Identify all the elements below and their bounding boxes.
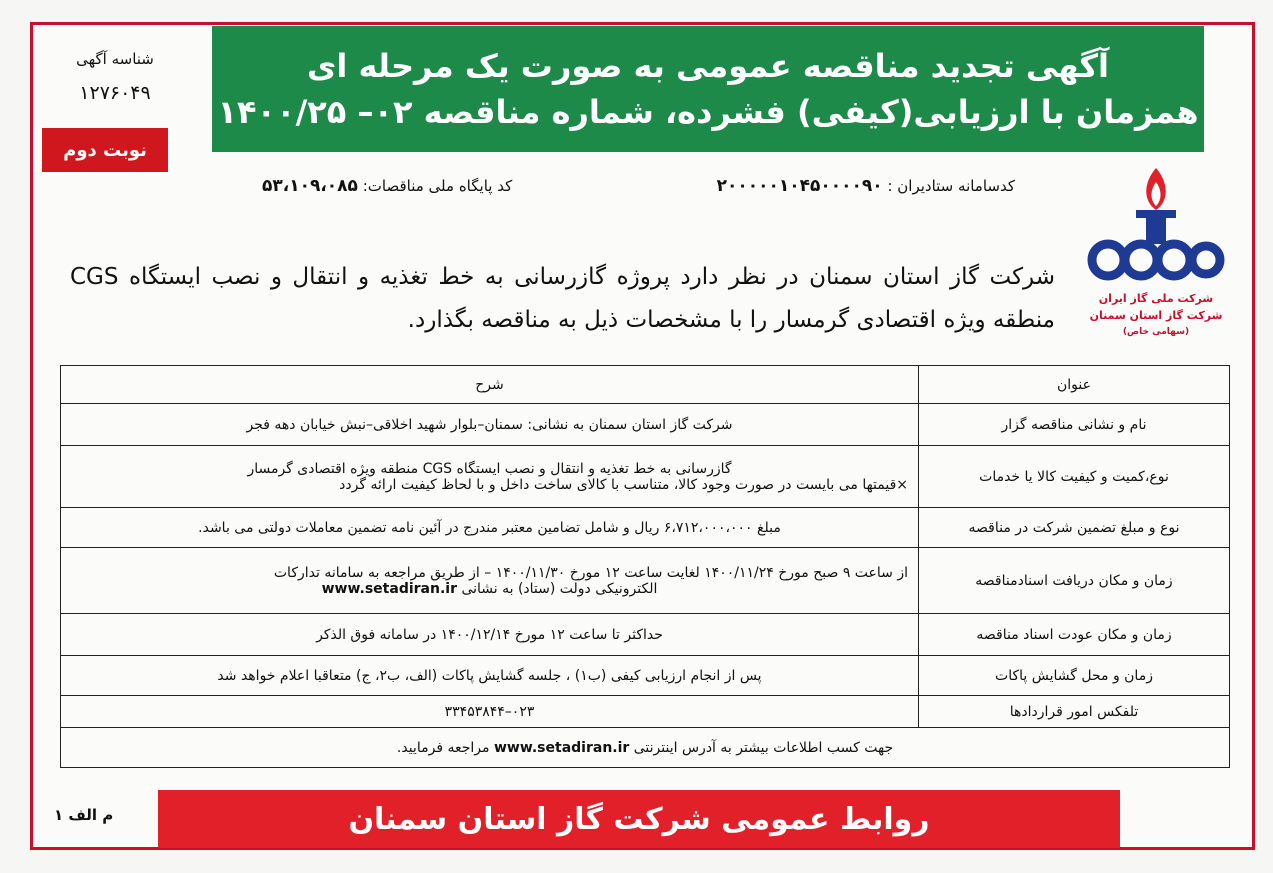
row-label: زمان و محل گشایش پاکات: [919, 656, 1230, 696]
row-value: ۰۲۳–۳۳۴۵۳۸۴۴: [61, 696, 919, 728]
setad-code-label: کدسامانه ستادیران :: [887, 177, 1015, 195]
footer-before: جهت کسب اطلاعات بیشتر به آدرس اینترنتی: [633, 739, 894, 756]
row-label: نام و نشانی مناقصه گزار: [919, 404, 1230, 446]
table-row: [61, 548, 1230, 614]
table-footer-row: [61, 728, 1230, 768]
row-label: زمان و مکان عودت اسناد مناقصه: [919, 614, 1230, 656]
logo-line-2: شرکت گاز استان سمنان: [1089, 309, 1223, 322]
table-footer: [61, 728, 1230, 768]
table-row: [61, 614, 1230, 656]
row-label: نوع،کمیت و کیفیت کالا یا خدمات: [919, 446, 1230, 508]
header-description: شرح: [61, 366, 919, 404]
table-row: [61, 656, 1230, 696]
logo-line-3: (سهامی خاص): [1122, 327, 1190, 337]
table-row: [61, 404, 1230, 446]
national-code-label: کد پایگاه ملی مناقصات:: [362, 177, 513, 195]
ad-id-label: شناسه آگهی: [76, 50, 154, 68]
row-value-line-2: ×قیمتها می بایست در صورت وجود کالا، متناسب با کالای ساخت داخل و با لحاظ کیفیت ارائه گردد: [339, 476, 908, 493]
table-row: [61, 696, 1230, 728]
table-row: [61, 446, 1230, 508]
footer-code: م الف ۱: [54, 806, 114, 824]
table-header-row: [61, 366, 1230, 404]
row-label: تلفکس امور قراردادها: [919, 696, 1230, 728]
tender-table: [60, 365, 1230, 768]
setadiran-link[interactable]: www.setadiran.ir: [321, 580, 457, 597]
row-value-line-2-text: الکترونیکی دولت (ستاد) به نشانی: [461, 580, 658, 597]
title-line-2: همزمان با ارزیابی(کیفی) فشرده، شماره مناقصه ۰۲– ۱۴۰۰/۲۵: [217, 93, 1199, 131]
setad-code-value: ۲۰۰۰۰۰۱۰۴۵۰۰۰۰۹۰: [716, 176, 883, 196]
title-line-1: آگهی تجدید مناقصه عمومی به صورت یک مرحله ای: [307, 47, 1109, 85]
row-value-line-1: از ساعت ۹ صبح مورخ ۱۴۰۰/۱۱/۲۴ لغایت ساعت ۱۲ مورخ ۱۴۰۰/۱۱/۳۰ – از طریق مراجعه به سامانه تدارکات: [273, 564, 908, 581]
footer-after: مراجعه فرمایید.: [396, 739, 490, 756]
logo-caption: [1086, 290, 1226, 341]
national-code: [262, 176, 512, 196]
row-value: پس از انجام ارزیابی کیفی (ب۱) ، جلسه گشایش پاکات (الف، ب۲، ج) متعاقبا اعلام خواهد شد: [61, 656, 919, 696]
row-value-line-1: گازرسانی به خط تغذیه و انتقال و نصب ایستگاه CGS منطقه ویژه اقتصادی گرمسار: [247, 460, 732, 477]
setad-code: [717, 176, 1015, 196]
round-badge: نوبت دوم: [42, 128, 168, 172]
table-row: [61, 508, 1230, 548]
row-value: حداکثر تا ساعت ۱۲ مورخ ۱۴۰۰/۱۲/۱۴ در سامانه فوق الذکر: [61, 614, 919, 656]
row-value-line-2: [71, 581, 908, 597]
row-value: شرکت گاز استان سمنان به نشانی: سمنان–بلوار شهید اخلاقی–نبش خیابان دهه فجر: [61, 404, 919, 446]
row-value: مبلغ ۶،۷۱۲،۰۰۰،۰۰۰ ریال و شامل تضامین معتبر مندرج در آئین نامه تضمین معاملات دولتی می باشد.: [61, 508, 919, 548]
row-label: نوع و مبلغ تضمین شرکت در مناقصه: [919, 508, 1230, 548]
header-title: عنوان: [919, 366, 1230, 404]
footer-site-link[interactable]: www.setadiran.ir: [493, 739, 630, 756]
row-value: [61, 446, 919, 508]
ad-id-number: ۱۲۷۶۰۴۹: [79, 82, 151, 104]
footer-banner: روابط عمومی شرکت گاز استان سمنان: [158, 790, 1120, 848]
logo-line-1: شرکت ملی گاز ایران: [1098, 292, 1214, 305]
national-code-value: ۵۳،۱۰۹،۰۸۵: [262, 176, 358, 196]
row-value: [61, 548, 919, 614]
row-label: زمان و مکان دریافت اسنادمناقصه: [919, 548, 1230, 614]
title-banner: [212, 26, 1204, 152]
intro-paragraph: شرکت گاز استان سمنان در نظر دارد پروژه گازرسانی به خط تغذیه و انتقال و نصب ایستگاه CGS منطقه ویژه اقتصادی گرمسار را با مشخصات ذیل به مناقصه بگذارد.: [70, 264, 1055, 333]
